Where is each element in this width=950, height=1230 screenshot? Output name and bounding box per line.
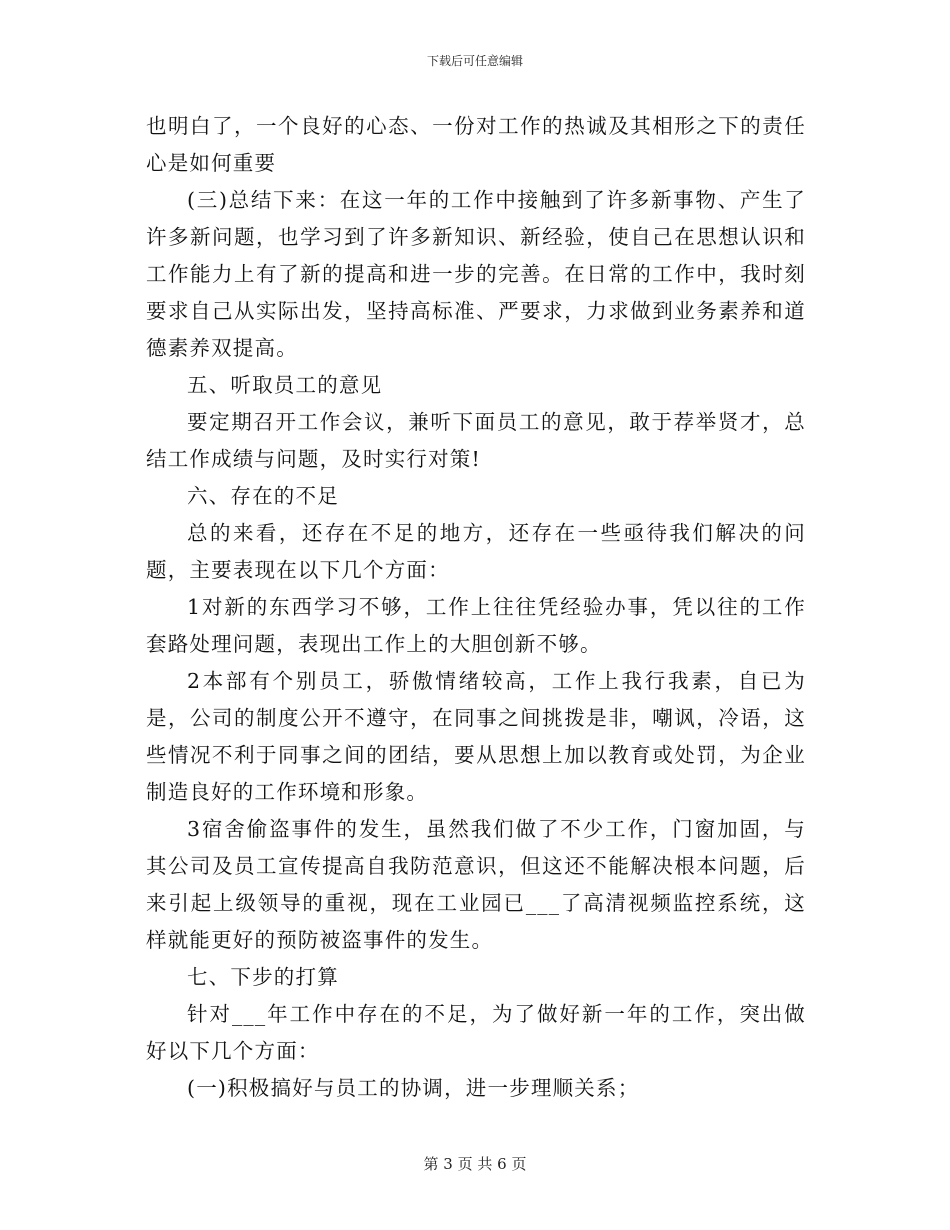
list-item: 1对新的东西学习不够，工作上往往凭经验办事，凭以往的工作套路处理问题，表现出工作上的大胆创新不够。 [146,595,806,656]
list-item: 2本部有个别员工，骄傲情绪较高，工作上我行我素，自已为是，公司的制度公开不遵守，在同事之间挑拨是非，嘲讽，冷语，这些情况不利于同事之间的团结，要从思想上加以教育或处罚，为企业制造良好的工作环境和形象。 [146,669,806,804]
paragraph: 也明白了，一个良好的心态、一份对工作的热诚及其相形之下的责任心是如何重要 [146,114,806,175]
paragraph: 针对___年工作中存在的不足，为了做好新一年的工作，突出做好以下几个方面： [146,1002,806,1063]
document-body [146,108,806,1107]
paragraph: 要定期召开工作会议，兼听下面员工的意见，敢于荐举贤才，总结工作成绩与问题，及时实行对策! [146,410,806,471]
list-item: (一)积极搞好与员工的协调，进一步理顺关系； [187,1076,640,1100]
section-heading: 五、听取员工的意见 [187,373,383,397]
section-heading: 六、存在的不足 [187,484,339,508]
paragraph: (三)总结下来：在这一年的工作中接触到了许多新事物、产生了许多新问题，也学习到了许多新知识、新经验，使自己在思想认识和工作能力上有了新的提高和进一步的完善。在日常的工作中，我时刻要求自己从实际出发，坚持高标准、严要求，力求做到业务素养和道德素养双提高。 [146,188,806,360]
section-heading: 七、下步的打算 [187,965,339,989]
page-footer: 第 3 页 共 6 页 [423,1155,527,1173]
page-header: 下载后可任意编辑 [426,54,523,68]
paragraph: 总的来看，还存在不足的地方，还存在一些亟待我们解决的问题，主要表现在以下几个方面： [146,521,806,582]
list-item: 3宿舍偷盗事件的发生，虽然我们做了不少工作，门窗加固，与其公司及员工宣传提高自我防范意识，但这还不能解决根本问题，后来引起上级领导的重视，现在工业园已___了高清视频监控系统，这样就能更好的预防被盗事件的发生。 [146,817,806,952]
